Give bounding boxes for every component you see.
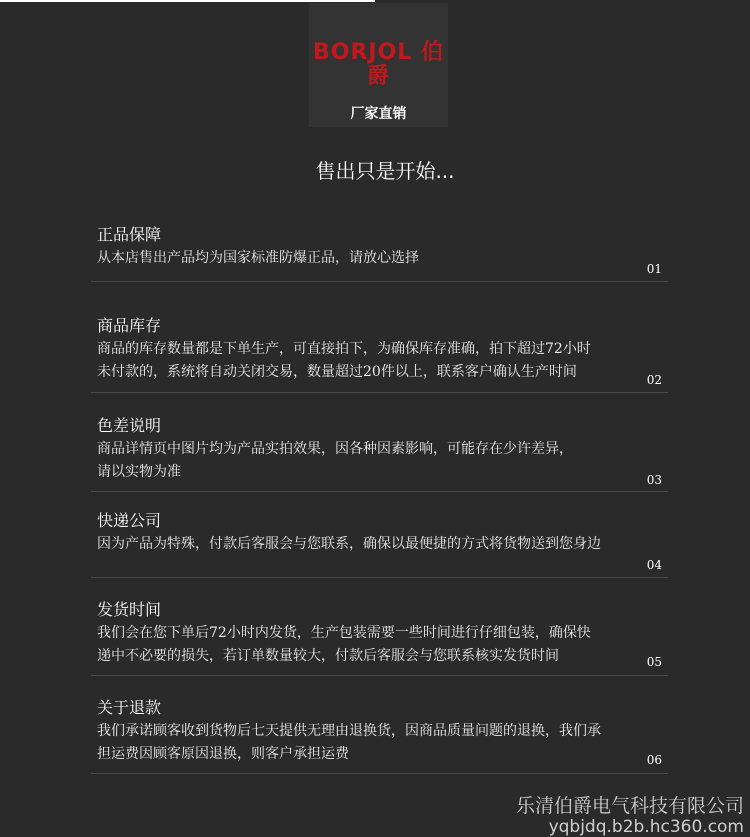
- brand-panel: [309, 3, 448, 127]
- policy-item-number: 01: [646, 262, 662, 276]
- top-border-line: [0, 0, 375, 2]
- policy-item-title: 关于退款: [97, 698, 162, 717]
- policy-item-line: 我们承诺顾客收到货物后七天提供无理由退换货，因商品质量问题的退换，我们承: [97, 723, 601, 739]
- policy-item-shipping-time: [91, 597, 668, 676]
- policy-item-description: [97, 247, 677, 270]
- policy-item-number: 03: [646, 473, 662, 487]
- policy-item-title: 商品库存: [97, 316, 162, 335]
- policy-item-description: [97, 338, 677, 384]
- policy-item-number: 06: [646, 753, 662, 767]
- policy-item-description: [97, 622, 677, 668]
- policy-item-description: [97, 438, 677, 484]
- policy-item-title: 快递公司: [97, 511, 162, 530]
- policy-item-description: [97, 720, 677, 766]
- policy-item-line: 递中不必要的损失，若订单数量较大，付款后客服会与您联系核实发货时间: [97, 648, 559, 664]
- page-headline: 售出只是开始...: [315, 159, 455, 183]
- brand-logo: BORJOL 伯爵: [313, 40, 444, 89]
- policy-item-line: 商品详情页中图片均为产品实拍效果，因各种因素影响，可能存在少许差异，: [97, 441, 573, 457]
- policy-item-authentic: [91, 222, 668, 282]
- policy-item-inventory: [91, 313, 668, 393]
- brand-subtitle: 厂家直销: [350, 106, 407, 122]
- policy-item-line: 商品的库存数量都是下单生产，可直接拍下，为确保库存准确，拍下超过72小时: [97, 341, 591, 357]
- policy-item-title: 发货时间: [97, 600, 162, 619]
- policy-item-line: 请以实物为准: [97, 464, 181, 480]
- policy-item-line: 未付款的，系统将自动关闭交易，数量超过20件以上，联系客户确认生产时间: [97, 364, 577, 380]
- policy-item-line: 从本店售出产品均为国家标准防爆正品，请放心选择: [97, 250, 419, 266]
- policy-item-courier: [91, 508, 668, 578]
- policy-item-line: 担运费因顾客原因退换，则客户承担运费: [97, 746, 349, 762]
- watermark-company: 乐清伯爵电气科技有限公司: [515, 795, 744, 817]
- policy-item-number: 05: [646, 655, 662, 669]
- policy-item-title: 正品保障: [97, 225, 162, 244]
- policy-item-color-difference: [91, 413, 668, 492]
- watermark-domain: yqbjdq.b2b.hc360.com: [548, 817, 744, 837]
- policy-item-line: 我们会在您下单后72小时内发货，生产包装需要一些时间进行仔细包装，确保快: [97, 625, 591, 641]
- policy-item-number: 04: [646, 558, 662, 572]
- policy-item-number: 02: [646, 373, 662, 387]
- policy-item-line: 因为产品为特殊，付款后客服会与您联系，确保以最便捷的方式将货物送到您身边: [97, 536, 601, 552]
- policy-item-refund: [91, 695, 668, 774]
- policy-item-title: 色差说明: [97, 416, 162, 435]
- policy-item-description: [97, 533, 677, 556]
